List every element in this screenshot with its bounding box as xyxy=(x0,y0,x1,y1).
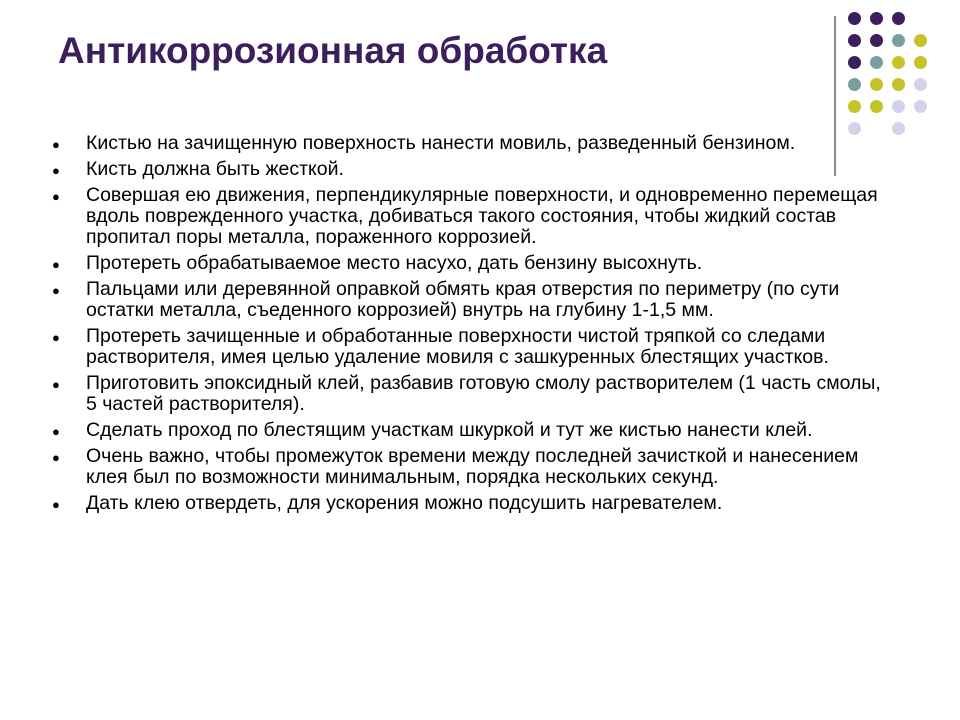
bullet-dot-icon: ● xyxy=(52,257,60,272)
decorative-dot xyxy=(892,34,905,47)
slide-title: Антикоррозионная обработка xyxy=(58,30,608,71)
bullet-dot-icon: ● xyxy=(52,450,60,465)
bullet-text: Дать клею отвердеть, для ускорения можно подсушить нагревателем. xyxy=(86,492,723,514)
bullet-dot-icon: ● xyxy=(52,283,60,298)
bullet-dot-icon: ● xyxy=(52,424,60,439)
decorative-dot xyxy=(870,34,883,47)
decorative-dot xyxy=(892,100,905,113)
decorative-dot xyxy=(892,122,905,135)
decorative-dot xyxy=(914,78,927,91)
decorative-dot xyxy=(870,100,883,113)
bullet-text: Совершая ею движения, перпендикулярные поверхности, и одновременно перемещая вдоль поврежденного участка, добиваться такого состояния, чтобы жидкий состав пропитал поры металла, пораженного коррозией. xyxy=(86,184,878,248)
bullet-item xyxy=(50,159,890,180)
decorative-dot xyxy=(848,34,861,47)
bullet-list xyxy=(50,133,890,519)
decorative-dot xyxy=(892,78,905,91)
decorative-dot xyxy=(870,56,883,69)
bullet-item xyxy=(50,185,890,248)
bullet-text: Кистью на зачищенную поверхность нанести мовиль, разведенный бензином. xyxy=(86,132,796,154)
bullet-text: Протереть зачищенные и обработанные поверхности чистой тряпкой со следами растворителя, имея целью удаление мовиля с зашкуренных блестящих участков. xyxy=(86,325,829,368)
bullet-item xyxy=(50,446,890,488)
decorative-dot xyxy=(914,56,927,69)
bullet-item xyxy=(50,493,890,514)
decorative-dot xyxy=(870,12,883,25)
bullet-text: Очень важно, чтобы промежуток времени между последней зачисткой и нанесением клея был по возможности минимальным, порядка нескольких секунд. xyxy=(86,445,859,488)
decorative-dot xyxy=(914,100,927,113)
bullet-dot-icon: ● xyxy=(52,330,60,345)
bullet-text: Кисть должна быть жесткой. xyxy=(86,158,344,180)
decorative-dot xyxy=(892,56,905,69)
decorative-dot xyxy=(914,34,927,47)
bullet-item xyxy=(50,279,890,321)
decorative-dot xyxy=(848,12,861,25)
bullet-item xyxy=(50,253,890,274)
decorative-dot xyxy=(892,12,905,25)
bullet-text: Сделать проход по блестящим участкам шкуркой и тут же кистью нанести клей. xyxy=(86,419,813,441)
bullet-item xyxy=(50,133,890,154)
bullet-text: Приготовить эпоксидный клей, разбавив готовую смолу растворителем (1 часть смолы, 5 частей растворителя). xyxy=(86,372,881,415)
decorative-dot xyxy=(848,56,861,69)
bullet-item xyxy=(50,326,890,368)
bullet-dot-icon: ● xyxy=(52,377,60,392)
bullet-dot-icon: ● xyxy=(52,163,60,178)
decorative-dot xyxy=(848,100,861,113)
bullet-item xyxy=(50,420,890,441)
bullet-item xyxy=(50,373,890,415)
decorative-dot xyxy=(848,78,861,91)
bullet-text: Пальцами или деревянной оправкой обмять края отверстия по периметру (по сути остатки металла, съеденного коррозией) внутрь на глубину 1-1,5 мм. xyxy=(86,278,840,321)
bullet-dot-icon: ● xyxy=(52,137,60,152)
bullet-dot-icon: ● xyxy=(52,497,60,512)
bullet-text: Протереть обрабатываемое место насухо, дать бензину высохнуть. xyxy=(86,252,703,274)
bullet-dot-icon: ● xyxy=(52,189,60,204)
decorative-dot xyxy=(870,78,883,91)
